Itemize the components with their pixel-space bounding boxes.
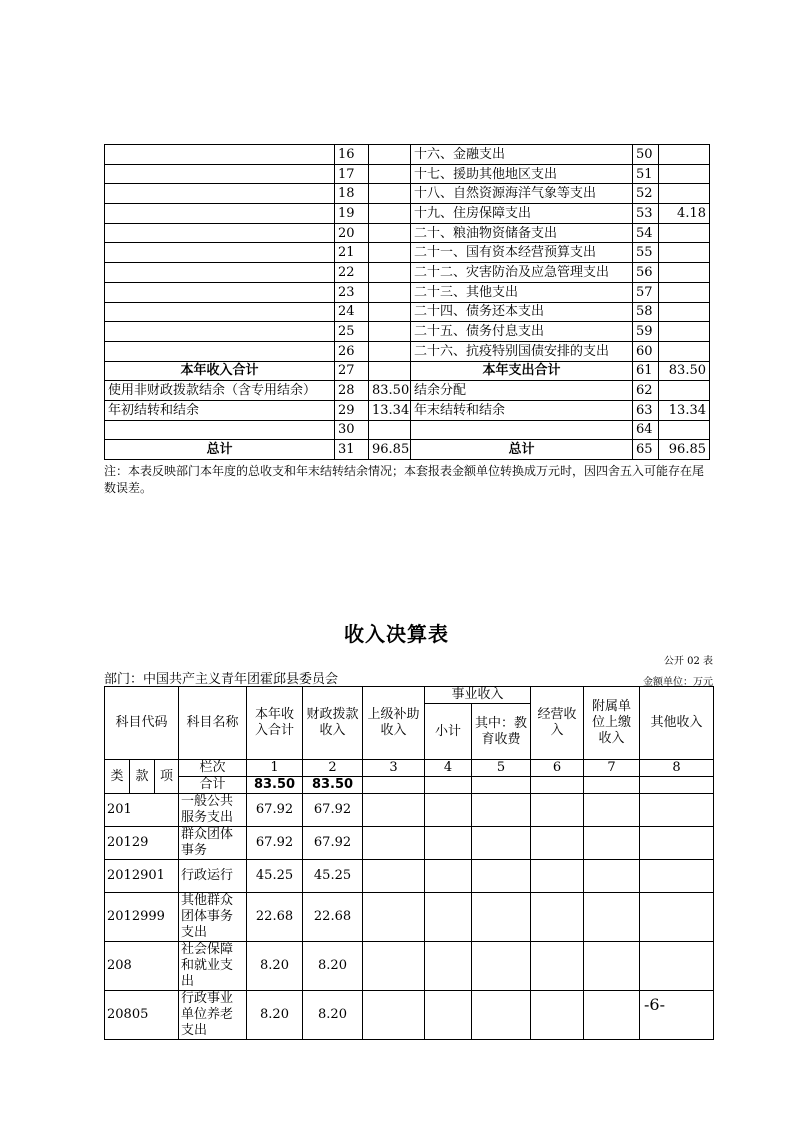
empty-cell	[472, 991, 531, 1040]
summary-row	[105, 184, 710, 204]
left-amount	[369, 164, 411, 184]
header-total-income: 本年收入合计	[247, 687, 303, 760]
empty-cell	[472, 893, 531, 942]
summary-row	[105, 263, 710, 283]
left-line-number: 18	[335, 184, 369, 204]
left-amount	[369, 361, 411, 381]
empty-cell	[472, 860, 531, 893]
subject-name: 行政事业单位养老支出	[179, 991, 247, 1040]
right-amount	[659, 263, 710, 283]
left-line-number: 29	[335, 400, 369, 420]
empty-cell	[425, 893, 472, 942]
empty-cell	[363, 794, 425, 827]
subject-code: 208	[105, 942, 179, 991]
right-amount	[659, 145, 710, 165]
fiscal-appropriation-value: 8.20	[303, 991, 363, 1040]
left-line-number: 19	[335, 204, 369, 224]
left-item-label	[105, 164, 335, 184]
right-line-number: 53	[633, 204, 659, 224]
right-amount	[659, 341, 710, 361]
right-amount: 4.18	[659, 204, 710, 224]
header-col-7: 7	[584, 760, 640, 777]
left-amount: 83.50	[369, 381, 411, 401]
left-line-number: 27	[335, 361, 369, 381]
right-line-number: 61	[633, 361, 659, 381]
left-line-number: 28	[335, 381, 369, 401]
right-amount	[659, 243, 710, 263]
right-amount	[659, 282, 710, 302]
header-col-5: 5	[472, 760, 531, 777]
header-col-6: 6	[531, 760, 584, 777]
total-income-value: 45.25	[247, 860, 303, 893]
income-row	[105, 827, 714, 860]
empty-cell	[472, 777, 531, 794]
right-line-number: 65	[633, 440, 659, 460]
empty-cell	[472, 827, 531, 860]
empty-cell	[531, 794, 584, 827]
left-amount	[369, 263, 411, 283]
right-line-number: 54	[633, 223, 659, 243]
header-col-2: 2	[303, 760, 363, 777]
left-line-number: 22	[335, 263, 369, 283]
income-row	[105, 860, 714, 893]
total-income-value: 22.68	[247, 893, 303, 942]
header-lei: 类	[105, 760, 130, 794]
summary-row	[105, 400, 710, 420]
summary-row	[105, 322, 710, 342]
empty-cell	[640, 794, 714, 827]
subject-name: 其他群众团体事务支出	[179, 893, 247, 942]
right-item-label: 年末结转和结余	[411, 400, 633, 420]
total-row-fiscal: 83.50	[303, 777, 363, 794]
left-line-number: 24	[335, 302, 369, 322]
empty-cell	[425, 991, 472, 1040]
empty-cell	[584, 991, 640, 1040]
summary-row	[105, 440, 710, 460]
header-col-8: 8	[640, 760, 714, 777]
table-code: 公开 02 表	[663, 656, 713, 667]
empty-cell	[531, 860, 584, 893]
right-item-label	[411, 420, 633, 440]
empty-cell	[584, 893, 640, 942]
left-amount	[369, 204, 411, 224]
header-operating-income: 经营收入	[531, 687, 584, 760]
empty-cell	[531, 893, 584, 942]
empty-cell	[363, 777, 425, 794]
empty-cell	[640, 893, 714, 942]
header-kuan: 款	[130, 760, 155, 794]
empty-cell	[531, 777, 584, 794]
right-item-label: 二十六、抗疫特别国债安排的支出	[411, 341, 633, 361]
right-item-label: 二十二、灾害防治及应急管理支出	[411, 263, 633, 283]
empty-cell	[472, 942, 531, 991]
right-line-number: 63	[633, 400, 659, 420]
summary-row	[105, 381, 710, 401]
subject-code: 20129	[105, 827, 179, 860]
left-item-label	[105, 302, 335, 322]
total-income-value: 67.92	[247, 794, 303, 827]
summary-row	[105, 223, 710, 243]
empty-cell	[584, 942, 640, 991]
right-amount	[659, 381, 710, 401]
left-amount	[369, 341, 411, 361]
right-line-number: 56	[633, 263, 659, 283]
summary-row	[105, 420, 710, 440]
summary-row	[105, 243, 710, 263]
fiscal-appropriation-value: 67.92	[303, 794, 363, 827]
income-row	[105, 893, 714, 942]
summary-row	[105, 341, 710, 361]
left-amount	[369, 223, 411, 243]
right-amount	[659, 223, 710, 243]
left-amount	[369, 420, 411, 440]
left-item-label	[105, 322, 335, 342]
left-amount	[369, 282, 411, 302]
left-line-number: 16	[335, 145, 369, 165]
income-row	[105, 794, 714, 827]
left-item-label	[105, 420, 335, 440]
fiscal-appropriation-value: 67.92	[303, 827, 363, 860]
total-income-value: 8.20	[247, 991, 303, 1040]
right-line-number: 52	[633, 184, 659, 204]
left-item-label	[105, 184, 335, 204]
right-amount	[659, 164, 710, 184]
left-item-label	[105, 341, 335, 361]
left-line-number: 26	[335, 341, 369, 361]
header-subject-code: 科目代码	[105, 687, 179, 760]
left-item-label	[105, 282, 335, 302]
subject-code: 2012999	[105, 893, 179, 942]
fiscal-appropriation-value: 45.25	[303, 860, 363, 893]
amount-unit: 金额单位：万元	[643, 677, 713, 688]
empty-cell	[584, 777, 640, 794]
empty-cell	[584, 794, 640, 827]
header-superior-subsidy: 上级补助收入	[363, 687, 425, 760]
empty-cell	[363, 942, 425, 991]
right-item-label: 二十一、国有资本经营预算支出	[411, 243, 633, 263]
right-item-label: 二十三、其他支出	[411, 282, 633, 302]
empty-cell	[640, 777, 714, 794]
income-expense-summary-table	[104, 144, 710, 460]
right-item-label: 十六、金融支出	[411, 145, 633, 165]
page-number: -6-	[644, 995, 665, 1014]
header-subtotal: 小计	[425, 704, 472, 760]
right-amount	[659, 420, 710, 440]
empty-cell	[584, 827, 640, 860]
right-line-number: 51	[633, 164, 659, 184]
right-line-number: 50	[633, 145, 659, 165]
empty-cell	[425, 777, 472, 794]
income-statement-table	[104, 686, 714, 1040]
left-line-number: 30	[335, 420, 369, 440]
right-amount: 96.85	[659, 440, 710, 460]
summary-row	[105, 204, 710, 224]
right-item-label: 二十四、债务还本支出	[411, 302, 633, 322]
right-line-number: 59	[633, 322, 659, 342]
left-amount	[369, 184, 411, 204]
left-amount: 13.34	[369, 400, 411, 420]
page-title: 收入决算表	[344, 622, 449, 646]
right-line-number: 55	[633, 243, 659, 263]
header-other-income: 其他收入	[640, 687, 714, 760]
summary-row	[105, 164, 710, 184]
left-line-number: 31	[335, 440, 369, 460]
right-line-number: 64	[633, 420, 659, 440]
subject-name: 行政运行	[179, 860, 247, 893]
empty-cell	[531, 942, 584, 991]
right-item-label: 十七、援助其他地区支出	[411, 164, 633, 184]
right-item-label: 二十五、债务付息支出	[411, 322, 633, 342]
header-business-income: 事业收入	[425, 687, 531, 704]
subject-code: 201	[105, 794, 179, 827]
left-amount: 96.85	[369, 440, 411, 460]
left-amount	[369, 145, 411, 165]
subject-name: 一般公共服务支出	[179, 794, 247, 827]
header-affiliated-income: 附属单位上缴收入	[584, 687, 640, 760]
summary-row	[105, 282, 710, 302]
summary-row	[105, 145, 710, 165]
empty-cell	[425, 794, 472, 827]
right-line-number: 58	[633, 302, 659, 322]
left-line-number: 20	[335, 223, 369, 243]
subject-code: 20805	[105, 991, 179, 1040]
left-line-number: 25	[335, 322, 369, 342]
total-row-income: 83.50	[247, 777, 303, 794]
left-amount	[369, 243, 411, 263]
right-line-number: 62	[633, 381, 659, 401]
empty-cell	[531, 991, 584, 1040]
header-col-4: 4	[425, 760, 472, 777]
right-item-label: 本年支出合计	[411, 361, 633, 381]
empty-cell	[640, 860, 714, 893]
left-amount	[369, 302, 411, 322]
summary-row	[105, 361, 710, 381]
right-item-label: 总计	[411, 440, 633, 460]
empty-cell	[425, 942, 472, 991]
empty-cell	[640, 942, 714, 991]
left-item-label	[105, 204, 335, 224]
empty-cell	[363, 893, 425, 942]
empty-cell	[640, 827, 714, 860]
right-amount	[659, 184, 710, 204]
empty-cell	[531, 827, 584, 860]
left-item-label	[105, 263, 335, 283]
income-row	[105, 942, 714, 991]
right-item-label: 结余分配	[411, 381, 633, 401]
left-item-label: 本年收入合计	[105, 361, 335, 381]
total-income-value: 8.20	[247, 942, 303, 991]
header-col-1: 1	[247, 760, 303, 777]
income-expense-summary-table-wrap	[104, 144, 709, 460]
empty-cell	[425, 827, 472, 860]
summary-row	[105, 302, 710, 322]
right-amount: 13.34	[659, 400, 710, 420]
empty-cell	[584, 860, 640, 893]
right-item-label: 十八、自然资源海洋气象等支出	[411, 184, 633, 204]
subject-name: 群众团体事务	[179, 827, 247, 860]
left-amount	[369, 322, 411, 342]
header-col-3: 3	[363, 760, 425, 777]
empty-cell	[363, 827, 425, 860]
fiscal-appropriation-value: 8.20	[303, 942, 363, 991]
left-item-label: 年初结转和结余	[105, 400, 335, 420]
total-row-label: 合计	[179, 777, 247, 794]
left-item-label: 总计	[105, 440, 335, 460]
left-item-label: 使用非财政拨款结余（含专用结余）	[105, 381, 335, 401]
left-line-number: 21	[335, 243, 369, 263]
total-income-value: 67.92	[247, 827, 303, 860]
empty-cell	[425, 860, 472, 893]
table-note: 注：本表反映部门本年度的总收支和年末结转结余情况；本套报表金额单位转换成万元时，因四舍五入可能存在尾数误差。	[104, 464, 705, 495]
right-item-label: 二十、粮油物资储备支出	[411, 223, 633, 243]
header-fiscal-appropriation: 财政拨款收入	[303, 687, 363, 760]
right-line-number: 60	[633, 341, 659, 361]
right-amount	[659, 322, 710, 342]
header-subject-name: 科目名称	[179, 687, 247, 760]
subject-name: 社会保障和就业支出	[179, 942, 247, 991]
left-line-number: 23	[335, 282, 369, 302]
left-item-label	[105, 223, 335, 243]
subject-code: 2012901	[105, 860, 179, 893]
header-education-fee: 其中：教育收费	[472, 704, 531, 760]
income-row	[105, 991, 714, 1040]
header-xiang: 项	[155, 760, 179, 794]
empty-cell	[363, 991, 425, 1040]
left-line-number: 17	[335, 164, 369, 184]
right-amount	[659, 302, 710, 322]
right-line-number: 57	[633, 282, 659, 302]
left-item-label	[105, 145, 335, 165]
left-item-label	[105, 243, 335, 263]
empty-cell	[472, 794, 531, 827]
fiscal-appropriation-value: 22.68	[303, 893, 363, 942]
header-column-no: 栏次	[179, 760, 247, 777]
right-amount: 83.50	[659, 361, 710, 381]
empty-cell	[363, 860, 425, 893]
right-item-label: 十九、住房保障支出	[411, 204, 633, 224]
department-label: 部门：中国共产主义青年团霍邱县委员会	[104, 672, 339, 687]
